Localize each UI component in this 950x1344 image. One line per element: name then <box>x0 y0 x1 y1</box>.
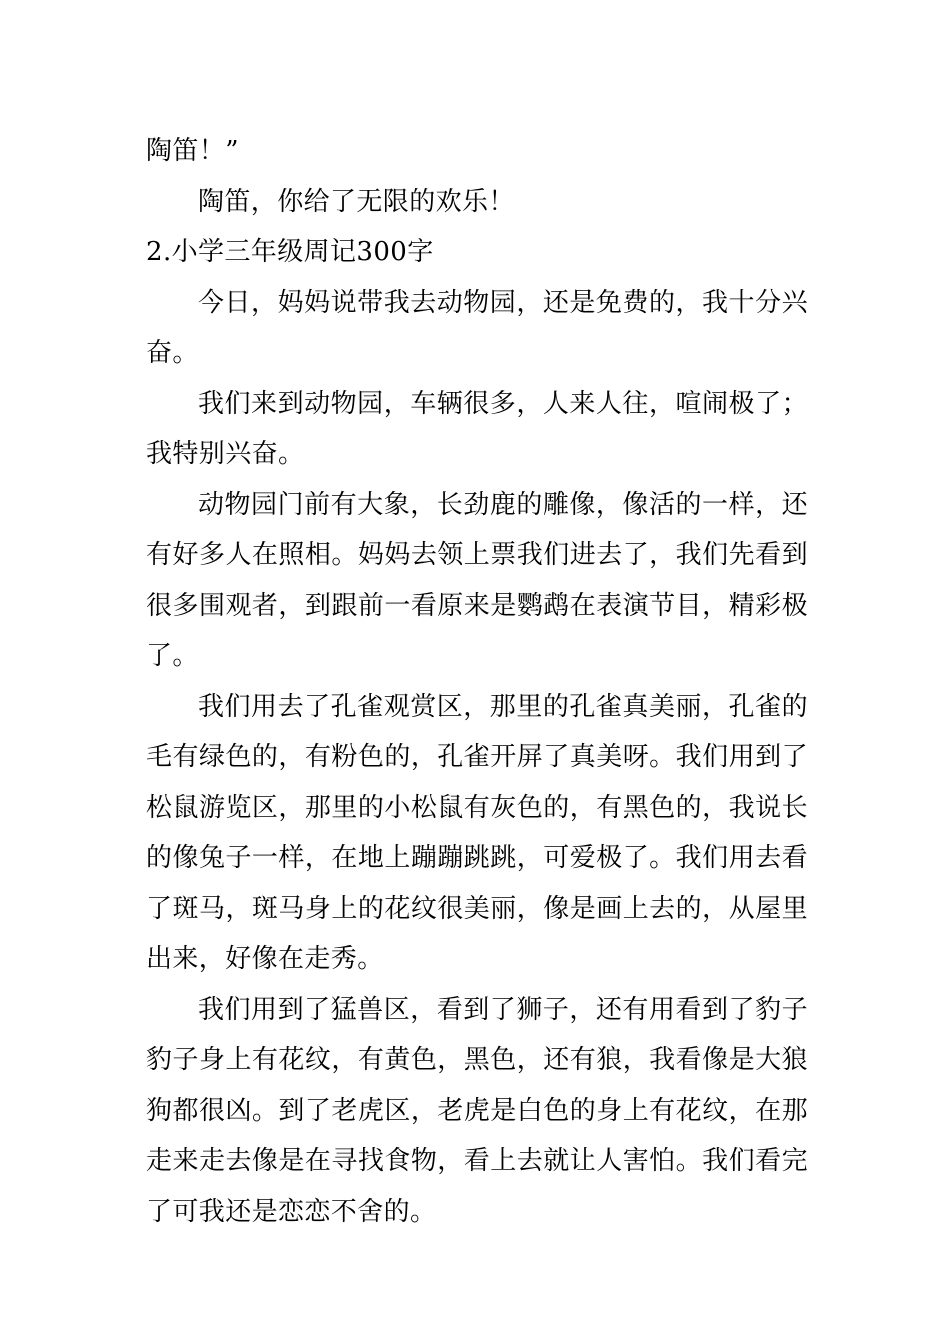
paragraph-continuation: 陶笛！” <box>146 136 239 166</box>
paragraph: 今日，妈妈说带我去动物园，还是免费的，我十分兴奋。 <box>146 287 808 368</box>
paragraph: 动物园门前有大象，长劲鹿的雕像，像活的一样，还有好多人在照相。妈妈去领上票我们进去了，我们先看到很多围观者，到跟前一看原来是鹦鹉在表演节目，精彩极了。 <box>146 489 808 671</box>
paragraph: 我们用到了猛兽区，看到了狮子，还有用看到了豹子豹子身上有花纹，有黄色，黑色，还有狼，我看像是大狼狗都很凶。到了老虎区，老虎是白色的身上有花纹，在那走来走去像是在寻找食物，看上去就让人害怕。我们看完了可我还是恋恋不舍的。 <box>146 994 808 1227</box>
paragraph: 我们用去了孔雀观赏区，那里的孔雀真美丽，孔雀的毛有绿色的，有粉色的，孔雀开屏了真美呀。我们用到了松鼠游览区，那里的小松鼠有灰色的，有黑色的，我说长的像兔子一样，在地上蹦蹦跳跳，可爱极了。我们用去看了斑马，斑马身上的花纹很美丽，像是画上去的，从屋里出来，好像在走秀。 <box>146 691 808 974</box>
section-heading: 2.小学三年级周记300字 <box>146 237 434 267</box>
paragraph: 我们来到动物园，车辆很多，人来人往，喧闹极了；我特别兴奋。 <box>146 388 808 469</box>
paragraph-closing: 陶笛，你给了无限的欢乐！ <box>198 186 515 217</box>
document-body <box>146 126 808 1237</box>
